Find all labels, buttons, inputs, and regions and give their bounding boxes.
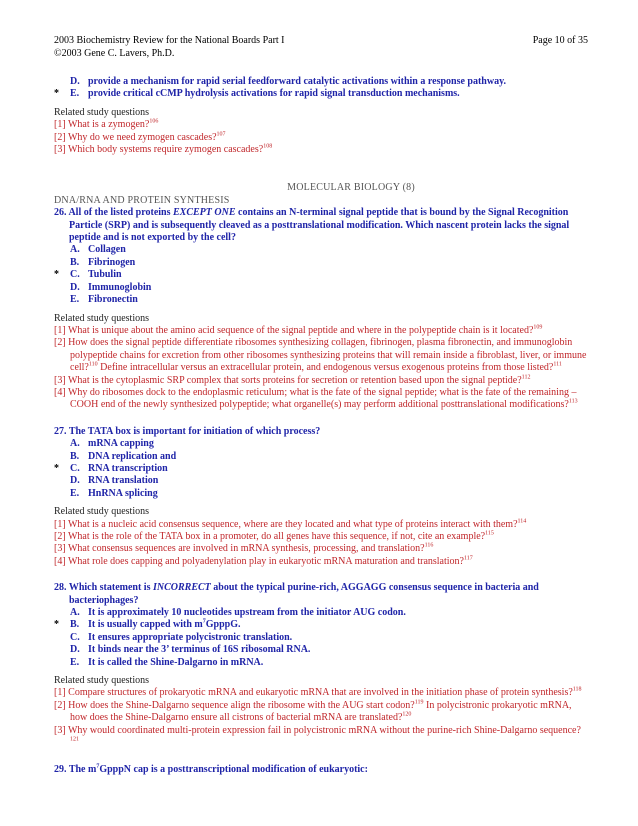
q28-option-c: C. It ensures appropriate polycistronic translation. <box>70 631 293 643</box>
related-question: [2] How does the signal peptide differentiate ribosomes synthesizing collagen, fibrinogen, plasma fibronectin, and immunoglobin polypeptide chains for excretion from other ribosomes synthesizing proteins that will remain inside a fibroblast, liver, or immune cell?$^{110}$ Define intracellular versus an extracellular protein, and endogenous versus exogenous proteins from those listed?$^{111}$ <box>54 337 587 374</box>
header-title: 2003 Biochemistry Review for the National Boards Part I <box>54 35 285 46</box>
related-question: [3] What is the cytoplasmic SRP complex that sorts proteins for secretion or retention based upon the signal peptide?$^{112}$ <box>54 374 531 386</box>
question-27: 27. The TATA box is important for initiation of which process? <box>54 425 321 437</box>
q26-option-b: B. Fibrinogen <box>70 256 136 268</box>
question-29: 29. The $m^7GpppN$ cap is a posttranscriptional modification of eukaryotic: <box>54 763 368 775</box>
q27-option-d: D. RNA translation <box>70 475 159 487</box>
related-question: [2] Why do we need zymogen cascades?$^{107}$ <box>54 131 226 143</box>
q27-option-e: E. HnRNA splicing <box>70 487 158 499</box>
related-question: [4] Why do ribosomes dock to the endoplasmic reticulum; what is the fate of the signal peptide; what is the fate of the remaining –COOH end of the newly synthesized polypeptide; what organelle(s) may perform additional posttranslational modifications?$^{113}$ <box>54 386 578 411</box>
page-content <box>54 34 588 776</box>
related-questions-label: Related study questions <box>54 675 149 687</box>
prev-option-d: D. provide a mechanism for rapid serial feedforward catalytic activations within a response pathway. <box>70 76 507 87</box>
q28-option-d: D. It binds near the 3’ terminus of 16S ribosomal RNA. <box>70 644 311 656</box>
subsection-title: DNA/RNA AND PROTEIN SYNTHESIS <box>54 194 230 206</box>
q26-option-c: * C. Tubulin <box>54 269 122 281</box>
q27-option-b: B. DNA replication and <box>70 450 177 462</box>
question-28: 28. Which statement is INCORRECT about the typical purine-rich, AGGAGG consensus sequence in bacteria and bacteriophages? <box>54 582 539 606</box>
answer-mark: * <box>54 269 59 281</box>
question-26: 26. All of the listed proteins EXCEPT ONE contains an N-terminal signal peptide that is bound by the Signal Recognition Particle (SRP) and is subsequently cleaved as a posttranslational modification. Which nascent protein lacks the signal peptide and is not exported by the cell? <box>54 207 570 244</box>
answer-mark: * <box>54 462 59 474</box>
q26-option-e: E. Fibronectin <box>70 294 138 306</box>
q26-option-d: D. Immunoglobin <box>70 281 152 293</box>
related-question: [3] What consensus sequences are involved in mRNA synthesis, processing, and translation?$^{116}$ <box>54 543 434 555</box>
page-header <box>54 34 588 47</box>
related-question: [4] What role does capping and polyadenylation play in eukaryotic mRNA maturation and translation?$^{117}$ <box>54 555 473 567</box>
related-questions-label: Related study questions <box>54 106 149 118</box>
answer-mark: * <box>54 619 59 631</box>
related-question: [3] Why would coordinated multi-protein expression fail in polycistronic mRNA without the purine-rich Shine-Dalgarno sequence?$^{121}$ <box>54 724 581 743</box>
prev-option-e: * E. provide critical cCMP hydrolysis activations for rapid signal transduction mechanisms. <box>54 88 460 100</box>
q28-option-e: E. It is called the Shine-Dalgarno in mRNA. <box>70 656 264 668</box>
q27-option-c: * C. RNA transcription <box>54 462 168 474</box>
section-title: MOLECULAR BIOLOGY (8) <box>287 182 415 194</box>
q26-option-a: A. Collagen <box>70 244 126 256</box>
related-questions-label: Related study questions <box>54 506 149 518</box>
related-question: [2] How does the Shine-Dalgarno sequence align the ribosome with the AUG start codon?$^{119}$ In polycistronic prokaryotic mRNA, how does the Shine-Dalgarno ensure all cistrons of bacterial mRNA are translated?$^{120}$ <box>54 699 572 724</box>
related-question: [1] What is a nucleic acid consensus sequence, where are they located and what type of proteins interact with them?$^{114}$ <box>54 518 527 530</box>
related-question: [3] Which body systems require zymogen cascades?$^{108}$ <box>54 143 273 156</box>
related-question: [2] What is the role of the TATA box in a promoter, do all genes have this sequence, if not, cite an example?$^{115}$ <box>54 530 494 542</box>
header-copyright: ©2003 Gene C. Lavers, Ph.D. <box>54 48 175 59</box>
q27-option-a: A. mRNA capping <box>70 438 154 450</box>
related-question: [1] What is a zymogen?$^{106}$ <box>54 118 159 131</box>
q28-option-a: A. It is approximately 10 nucleotides upstream from the initiator AUG codon. <box>70 607 406 619</box>
related-questions-label: Related study questions <box>54 312 149 324</box>
answer-mark: * <box>54 88 59 100</box>
header-page-number: Page 10 of 35 <box>532 35 588 46</box>
related-question: [1] What is unique about the amino acid sequence of the signal peptide and where in the polypeptide chain is it located?$^{109}$ <box>54 324 543 336</box>
related-question: [1] Compare structures of prokaryotic mRNA and eukaryotic mRNA that are involved in the initiation phase of protein synthesis?$^{118}$ <box>54 687 582 699</box>
q28-option-b: * B. It is usually capped with $m^7GpppG$. <box>54 619 241 631</box>
